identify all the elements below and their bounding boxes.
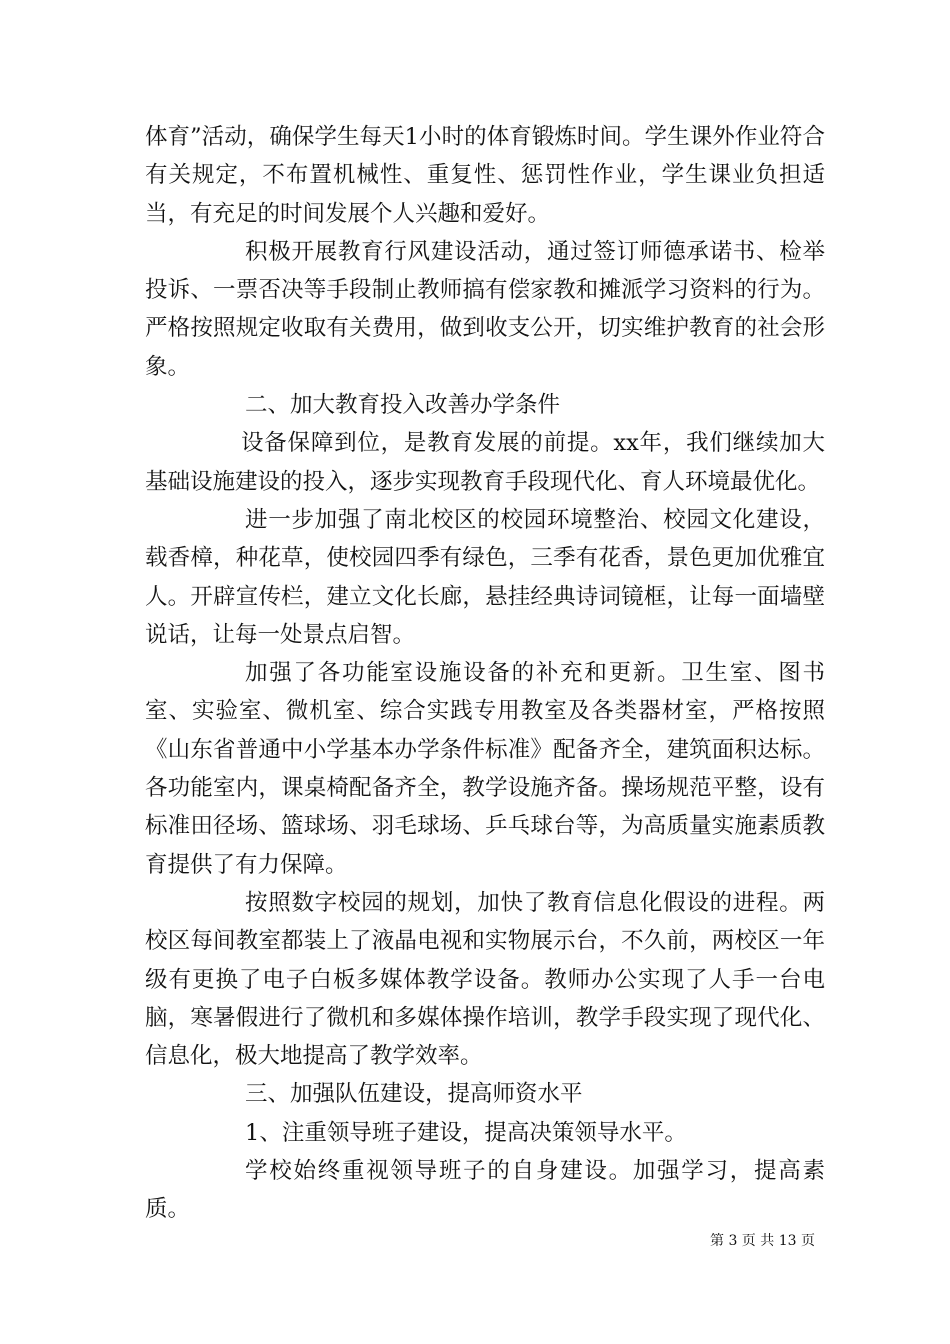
subsection-heading-1: 1、注重领导班子建设，提高决策领导水平。 [245,1119,687,1146]
page-number-footer: 第 3 页 共 13 页 [710,1233,815,1249]
paragraph-digital-campus: 按照数字校园的规划，加快了教育信息化假设的进程。两校区每间教室都装上了液晶电视和实物展示台，不久前，两校区一年级有更换了电子白板多媒体教学设备。教师办公实现了人手一台电脑，寒暑假进行了微机和多媒体操作培训，教学手段实现了现代化、信息化，极大地提高了教学效率。 [145,889,825,1070]
section-heading-2: 二、加大教育投入改善办学条件 [245,392,561,419]
paragraph-equipment: 设备保障到位，是教育发展的前提。xx年，我们继续加大基础设施建设的投入，逐步实现教育手段现代化、育人环境最优化。 [145,430,825,495]
paragraph-function-rooms: 加强了各功能室设施设备的补充和更新。卫生室、图书室、实验室、微机室、综合实践专用教室及各类器材室，严格按照《山东省普通中小学基本办学条件标准》配备齐全，建筑面积达标。各功能室内，课桌椅配备齐全，教学设施齐备。操场规范平整，设有标准田径场、篮球场、羽毛球场、乒乓球台等，为高质量实施素质教育提供了有力保障。 [145,660,825,878]
paragraph-continuation: 体育”活动，确保学生每天1小时的体育锻炼时间。学生课外作业符合有关规定，不布置机械性、重复性、惩罚性作业，学生课业负担适当，有充足的时间发展个人兴趣和爱好。 [145,124,825,227]
section-heading-3: 三、加强队伍建设，提高师资水平 [245,1081,583,1108]
paragraph-conduct: 积极开展教育行风建设活动，通过签订师德承诺书、检举投诉、一票否决等手段制止教师搞有偿家教和摊派学习资料的行为。严格按照规定收取有关费用，做到收支公开，切实维护教育的社会形象。 [145,238,825,380]
paragraph-campus-environment: 进一步加强了南北校区的校园环境整治、校园文化建设，载香樟，种花草，使校园四季有绿色，三季有花香，景色更加优雅宜人。开辟宣传栏，建立文化长廊，悬挂经典诗词镜框，让每一面墙壁说话，让每一处景点启智。 [145,506,825,648]
paragraph-leadership: 学校始终重视领导班子的自身建设。加强学习，提高素质。 [145,1158,825,1223]
document-body [145,118,825,1229]
